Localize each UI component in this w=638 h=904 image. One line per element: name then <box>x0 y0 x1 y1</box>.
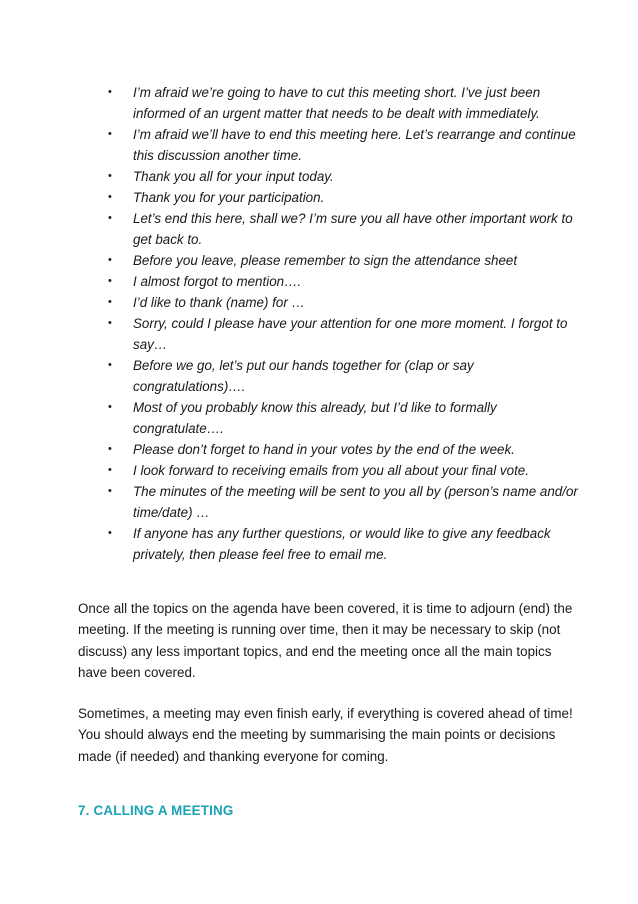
bullet-icon: • <box>108 527 112 539</box>
list-item-text: Sorry, could I please have your attention for one more moment. I forgot to say… <box>133 316 568 352</box>
bullet-icon: • <box>108 128 112 140</box>
bullet-icon: • <box>108 275 112 287</box>
list-item-text: Before you leave, please remember to sign the attendance sheet <box>133 253 518 268</box>
list-item <box>108 460 578 481</box>
list-item <box>108 481 578 523</box>
bullet-icon: • <box>108 401 112 413</box>
list-item <box>108 355 578 397</box>
phrase-list <box>108 82 578 565</box>
bullet-icon: • <box>108 443 112 455</box>
bullet-icon: • <box>108 86 112 98</box>
list-item <box>108 397 578 439</box>
list-item-text: Thank you for your participation. <box>133 190 325 205</box>
list-item-text: I’d like to thank (name) for … <box>133 295 305 310</box>
list-item <box>108 271 578 292</box>
list-item-text: I look forward to receiving emails from you all about your final vote. <box>133 463 529 478</box>
bullet-icon: • <box>108 212 112 224</box>
list-item-text: Before we go, let’s put our hands together for (clap or say congratulations)…. <box>133 358 474 394</box>
list-item <box>108 250 578 271</box>
list-item-text: I almost forgot to mention…. <box>133 274 302 289</box>
bullet-icon: • <box>108 464 112 476</box>
bullet-icon: • <box>108 191 112 203</box>
list-item <box>108 313 578 355</box>
list-item <box>108 124 578 166</box>
list-item-text: Please don’t forget to hand in your votes by the end of the week. <box>133 442 515 457</box>
list-item <box>108 187 578 208</box>
list-item <box>108 82 578 124</box>
bullet-icon: • <box>108 485 112 497</box>
list-item-text: If anyone has any further questions, or would like to give any feedback privately, then please feel free to email me. <box>133 526 551 562</box>
bullet-icon: • <box>108 254 112 266</box>
bullet-icon: • <box>108 296 112 308</box>
list-item-text: I’m afraid we’ll have to end this meeting here. Let’s rearrange and continue this discussion another time. <box>133 127 576 163</box>
bullet-icon: • <box>108 317 112 329</box>
bullet-icon: • <box>108 170 112 182</box>
bullet-icon: • <box>108 359 112 371</box>
list-item-text: Let’s end this here, shall we? I’m sure you all have other important work to get back to. <box>133 211 573 247</box>
body-paragraph: Sometimes, a meeting may even finish early, if everything is covered ahead of time! You should always end the meeting by summarising the main points or decisions made (if needed) and thanking everyone for coming. <box>78 706 573 764</box>
section-heading: 7. CALLING A MEETING <box>78 803 234 818</box>
list-item <box>108 523 578 565</box>
list-item <box>108 439 578 460</box>
list-item-text: The minutes of the meeting will be sent to you all by (person’s name and/or time/date) … <box>133 484 578 520</box>
list-item-text: Thank you all for your input today. <box>133 169 334 184</box>
body-paragraph: Once all the topics on the agenda have been covered, it is time to adjourn (end) the meeting. If the meeting is running over time, then it may be necessary to skip (not discuss) any less important topics, and end the meeting once all the main topics have been covered. <box>78 601 573 680</box>
list-item <box>108 208 578 250</box>
list-item-text: I’m afraid we’re going to have to cut this meeting short. I’ve just been informed of an urgent matter that needs to be dealt with immediately. <box>133 85 541 121</box>
list-item <box>108 292 578 313</box>
list-item <box>108 166 578 187</box>
list-item-text: Most of you probably know this already, but I’d like to formally congratulate…. <box>133 400 497 436</box>
